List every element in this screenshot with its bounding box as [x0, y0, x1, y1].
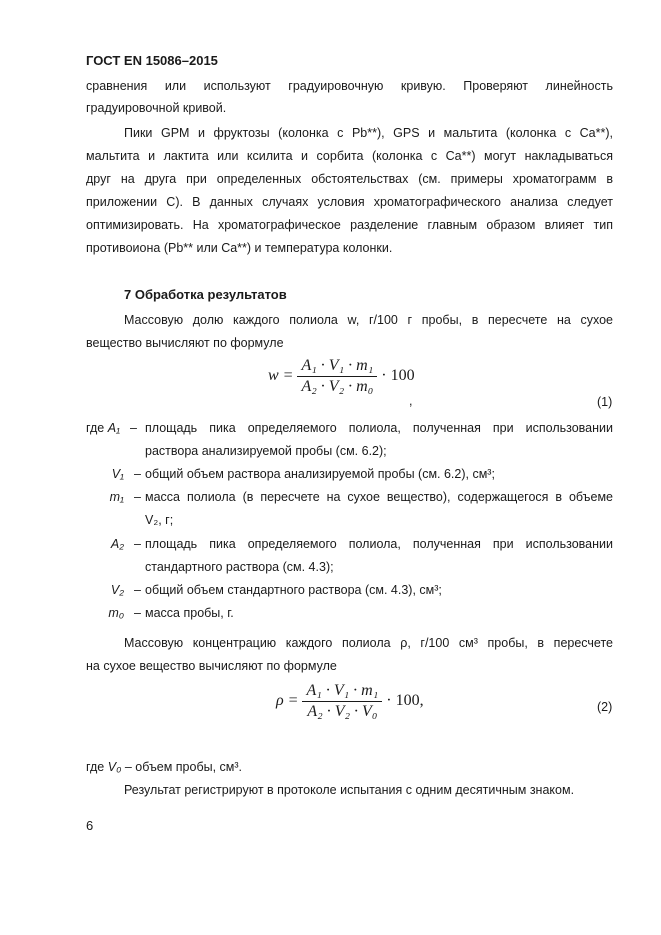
document-header: ГОСТ EN 15086–2015 [86, 53, 218, 68]
formula-2-comma: , [419, 692, 424, 710]
definition-A2-line-2: стандартного раствора (см. 4.3); [145, 560, 334, 574]
formula-1 [268, 357, 415, 396]
symbol-V0: V₀ [107, 760, 122, 774]
para4-line-2: на сухое вещество вычисляют по формуле [86, 659, 337, 673]
definition-A2 [86, 537, 147, 551]
formula-1-comma: , [409, 394, 413, 408]
definition-m1 [86, 490, 147, 504]
definition-V2 [86, 583, 147, 597]
para2-line-3: друг на друга при определенных обстоятельствах (см. примеры хроматограмм в [86, 172, 613, 186]
dash: – [134, 467, 141, 481]
definition-V2-line-1: общий объем стандартного раствора (см. 4.3), см³; [145, 583, 442, 597]
definition-m0 [86, 606, 147, 620]
definition-m1-line-1: масса полиола (в пересчете на сухое вещество), содержащегося в объеме [145, 490, 613, 504]
page-number: 6 [86, 818, 94, 833]
formula-1-factor: · 100 [381, 367, 415, 385]
dash: – [124, 760, 132, 774]
where-label: где [86, 421, 105, 435]
dash: – [134, 537, 141, 551]
definition-A2-line-1: площадь пика определяемого полиола, полученная при использовании [145, 537, 613, 551]
dash: – [134, 490, 141, 504]
para2-line-1: Пики GPM и фруктозы (колонка с Pb**), GPS и мальтита (колонка с Ca**), [124, 126, 613, 140]
para1-line-1: сравнения или используют градуировочную кривую. Проверяют линейность [86, 79, 613, 93]
para1-line-2: градуировочной кривой. [86, 101, 227, 115]
where-label: где [86, 760, 105, 774]
formula-1-denominator: A₂ · V₂ · m₀ [301, 378, 374, 395]
para2-line-4: приложении С). В данных случаях условия хроматографического анализа следует [86, 195, 613, 209]
definition-V1-line-1: общий объем раствора анализируемой пробы (см. 6.2), см³; [145, 467, 495, 481]
formula-2-fraction [302, 682, 382, 721]
para2-line-2: мальтита и лактита или ксилита и сорбита (колонка с Ca**) могут накладываться [86, 149, 613, 163]
symbol-m1: m₁ [109, 490, 124, 504]
symbol-A1: A₁ [107, 421, 121, 435]
symbol-V2: V₂ [110, 583, 124, 597]
formula-1-number: (1) [597, 395, 613, 409]
formula-1-fraction [297, 357, 377, 396]
formula-2-number: (2) [597, 700, 613, 714]
formula-2-factor: · 100 [386, 692, 420, 710]
symbol-V1: V₁ [111, 467, 124, 481]
formula-2-numerator: A₁ · V₁ · m₁ [302, 682, 382, 702]
para3-line-2: вещество вычисляют по формуле [86, 336, 284, 350]
symbol-m0: m₀ [108, 606, 124, 620]
formula-1-numerator: A₁ · V₁ · m₁ [297, 357, 377, 377]
definition-V0 [86, 760, 242, 774]
para2-line-5: оптимизировать. На хроматографическое разделение главным образом влияет тип [86, 218, 613, 232]
para3-line-1: Массовую долю каждого полиола w, г/100 г пробы, в пересчете на сухое [124, 313, 613, 327]
definition-m1-line-2: V₂, г; [145, 513, 174, 527]
formula-2-lhs: ρ = [276, 692, 299, 710]
dash: – [134, 606, 141, 620]
definition-A1-line-1: площадь пика определяемого полиола, полученная при использовании [145, 421, 613, 435]
definition-m0-line-1: масса пробы, г. [145, 606, 234, 620]
para2-line-6: противоиона (Pb** или Ca**) и температура колонки. [86, 241, 393, 255]
dash: – [130, 421, 137, 435]
symbol-A2: A₂ [110, 537, 124, 551]
definition-V0-text: объем пробы, см³. [135, 760, 243, 774]
definition-V1 [86, 467, 147, 481]
definition-A1 [86, 421, 144, 435]
dash: – [134, 583, 141, 597]
formula-2-denominator: A₂ · V₂ · V₀ [307, 703, 378, 720]
para4-line-1: Массовую концентрацию каждого полиола ρ, г/100 см³ пробы, в пересчете [124, 636, 613, 650]
para5: Результат регистрируют в протоколе испытания с одним десятичным знаком. [124, 783, 575, 797]
formula-2 [276, 682, 424, 721]
formula-1-lhs: w = [268, 367, 294, 385]
definition-A1-line-2: раствора анализируемой пробы (см. 6.2); [145, 444, 387, 458]
section-heading: 7 Обработка результатов [124, 287, 287, 302]
